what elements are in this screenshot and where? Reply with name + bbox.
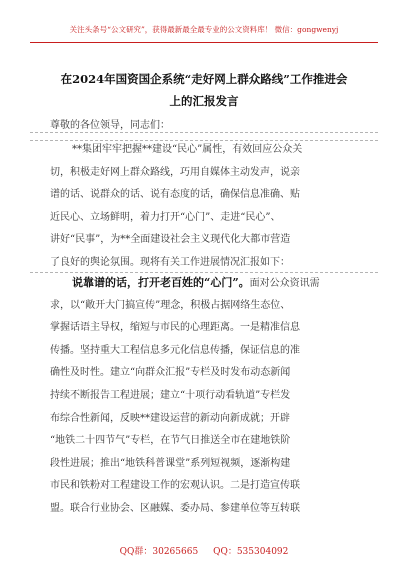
paragraph-line xyxy=(50,272,358,295)
paragraph-line: 持续不断报告工程进展；建立“十项行动看轨道”专栏发 xyxy=(50,389,291,401)
intro-paragraph xyxy=(50,139,358,275)
paragraph-line: 传播。坚持重大工程信息多元化信息传播，保证信息的准 xyxy=(50,344,300,356)
paragraph-line: 了良好的舆论氛围。现将有关工作进展情况汇报如下： xyxy=(50,256,290,268)
paragraph-line: 近民心、立场鲜明，着力打开“心门”、走进“民心”、 xyxy=(50,211,281,223)
document-title xyxy=(30,68,378,112)
section-heading-rest: 面对公众资讯需 xyxy=(249,278,320,289)
dotted-divider xyxy=(30,140,378,141)
footer-qq-group: QQ群：30265665 xyxy=(119,547,199,557)
header-banner: 关注头条号“公文研究”，获得最新最全最专业的公文资料库！ 微信：gongwenyj xyxy=(69,25,339,34)
paragraph-line: 求，以“敞开大门搞宣传”理念，积极占据网络生态位、 xyxy=(50,299,291,311)
paragraph-line: 讲好“民事”，为**全面建设社会主义现代化大都市营造 xyxy=(50,234,291,246)
salutation: 尊敬的各位领导，同志们： xyxy=(50,120,170,131)
paragraph-line: 确性及时性。建立“向群众汇报”专栏及时发布动态新闻 xyxy=(50,367,291,379)
paragraph-line: 谱的话、说群众的话、说有态度的话，确保信息准确、贴 xyxy=(50,189,300,201)
paragraph-line: 布综合性新闻，反映**建设运营的新动向新成就；开辟 xyxy=(50,412,290,424)
title-line-1: 在2024年国资国企系统“走好网上群众路线”工作推进会 xyxy=(60,72,348,86)
paragraph-line: **集团牢牢把握**建设“民心”属性，有效回应公众关 xyxy=(72,144,303,155)
paragraph-line: 市民和铁粉对工程建设工作的宏观认识。二是打造宣传联 xyxy=(50,480,300,492)
dotted-divider xyxy=(30,132,378,133)
paragraph-line: 段性进展；推出“地铁科普课堂”系列短视频，逐渐构建 xyxy=(50,457,291,469)
section-1-paragraph xyxy=(50,272,358,521)
footer-qq: QQ：535304092 xyxy=(213,547,289,557)
title-line-2: 上的汇报发言 xyxy=(169,94,239,108)
footer-contact xyxy=(0,544,408,557)
header-divider xyxy=(30,42,378,43)
paragraph-line: 切，积极走好网上群众路线，巧用自媒体主动发声，说亲 xyxy=(50,166,300,178)
paragraph-line: 盟。联合行业协会、区融媒、委办局、参建单位等互转联 xyxy=(50,502,300,514)
section-heading: 说靠谱的话，打开老百姓的“心门”。 xyxy=(72,276,250,289)
paragraph-line: 掌握话语主导权，缩短与市民的心理距离。一是精准信息 xyxy=(50,322,300,334)
paragraph-line: “地铁二十四节气”专栏，在节气日推送全市在建地铁阶 xyxy=(50,435,291,447)
